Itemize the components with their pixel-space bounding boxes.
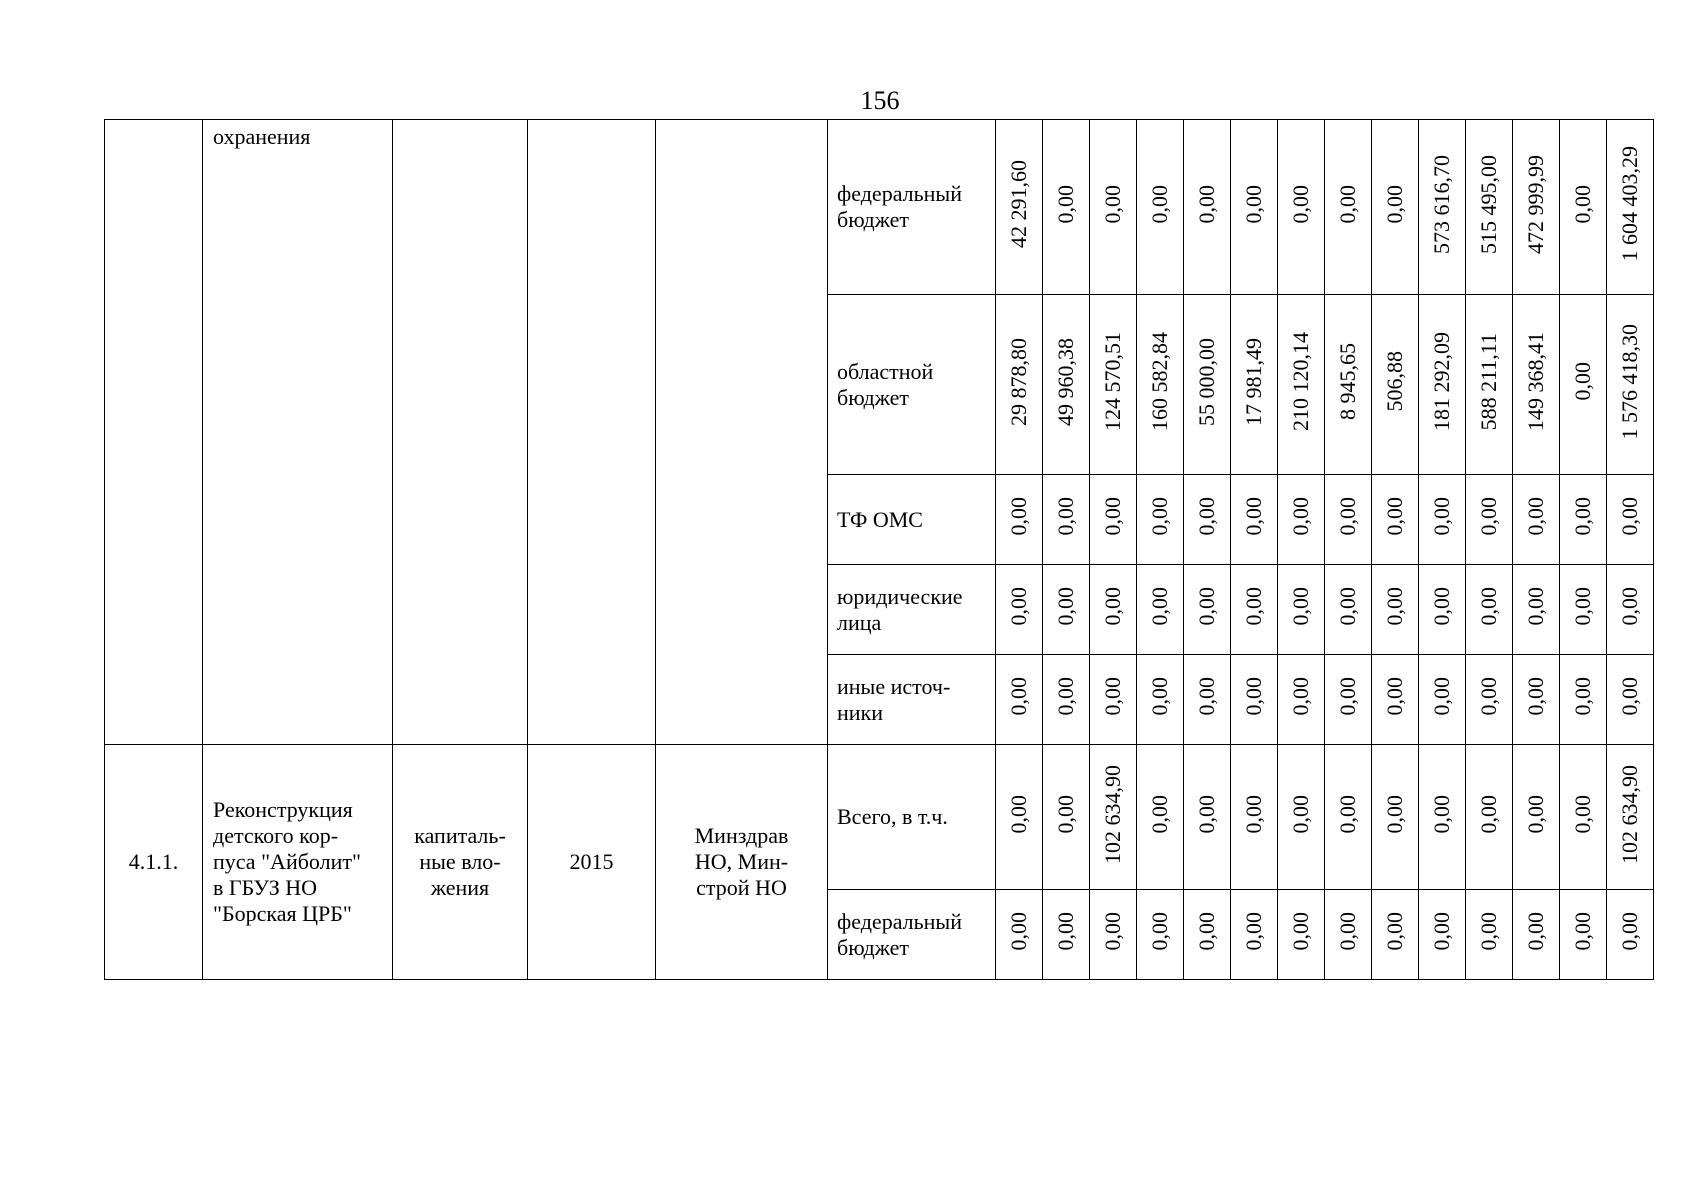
page-number: 156 xyxy=(860,86,900,115)
value-text: 0,00 xyxy=(1429,587,1454,626)
funding-source-line: лица xyxy=(837,609,882,635)
value-text: 0,00 xyxy=(1570,497,1595,536)
item-name-line: Реконструкция xyxy=(213,797,353,822)
value-cell xyxy=(1325,295,1372,475)
funding-source-line: бюджет xyxy=(837,207,909,232)
value-cell xyxy=(1184,745,1231,890)
item-number: 4.1.1. xyxy=(105,745,203,980)
funding-source-line: юридические xyxy=(837,583,963,609)
value-text: 0,00 xyxy=(1288,677,1313,716)
value-cell xyxy=(1419,565,1466,655)
value-cell xyxy=(1325,475,1372,565)
value-cell xyxy=(1607,745,1654,890)
value-cell xyxy=(996,120,1043,295)
value-cell xyxy=(1184,475,1231,565)
value-text: 0,00 xyxy=(1100,912,1125,951)
value-text: 0,00 xyxy=(1053,184,1078,224)
table-row xyxy=(105,745,1654,890)
value-cell xyxy=(1466,655,1513,745)
value-text: 0,00 xyxy=(1241,794,1266,834)
value-cell xyxy=(1278,475,1325,565)
value-text: 0,00 xyxy=(1429,677,1454,716)
value-text: 49 960,38 xyxy=(1053,337,1078,426)
value-text: 0,00 xyxy=(1194,184,1219,224)
value-text: 0,00 xyxy=(1570,362,1595,401)
value-cell xyxy=(1137,295,1184,475)
value-text: 0,00 xyxy=(1382,587,1407,626)
program-name-tail: охранения xyxy=(213,124,311,149)
value-text: 1 604 403,29 xyxy=(1617,146,1642,262)
value-text: 0,00 xyxy=(1476,912,1501,951)
value-text: 0,00 xyxy=(1100,587,1125,626)
value-cell xyxy=(1466,475,1513,565)
value-text: 0,00 xyxy=(1100,677,1125,716)
value-cell xyxy=(1560,295,1607,475)
value-text: 0,00 xyxy=(1382,677,1407,716)
value-text: 515 495,00 xyxy=(1476,154,1501,254)
value-text: 42 291,60 xyxy=(1006,160,1031,248)
value-cell xyxy=(1513,475,1560,565)
value-text: 0,00 xyxy=(1523,912,1548,951)
item-number-cell-empty xyxy=(105,120,203,745)
value-cell xyxy=(1372,745,1419,890)
value-text: 0,00 xyxy=(1523,677,1548,716)
value-cell xyxy=(1278,745,1325,890)
value-text: 0,00 xyxy=(1194,677,1219,716)
funding-source xyxy=(828,745,996,890)
value-cell xyxy=(1513,890,1560,980)
value-cell xyxy=(1372,890,1419,980)
value-text: 0,00 xyxy=(1335,587,1360,626)
value-text: 0,00 xyxy=(1570,587,1595,626)
value-cell xyxy=(996,295,1043,475)
value-text: 0,00 xyxy=(1147,497,1172,536)
value-text: 0,00 xyxy=(1194,794,1219,834)
value-text: 0,00 xyxy=(1288,912,1313,951)
value-cell xyxy=(1419,745,1466,890)
value-cell xyxy=(1231,565,1278,655)
value-cell xyxy=(1466,120,1513,295)
value-cell xyxy=(1560,745,1607,890)
value-cell xyxy=(1513,120,1560,295)
value-cell xyxy=(1043,890,1090,980)
value-cell xyxy=(1090,565,1137,655)
value-cell xyxy=(1184,295,1231,475)
value-text: 0,00 xyxy=(1006,587,1031,626)
item-executor-line: Минздрав xyxy=(694,823,789,848)
value-cell xyxy=(1231,475,1278,565)
value-cell xyxy=(1278,120,1325,295)
value-text: 0,00 xyxy=(1335,794,1360,834)
value-text: 0,00 xyxy=(1335,912,1360,951)
value-cell xyxy=(996,745,1043,890)
value-text: 102 634,90 xyxy=(1617,764,1642,864)
value-cell xyxy=(1607,890,1654,980)
funding-source xyxy=(828,120,996,295)
value-text: 0,00 xyxy=(1241,184,1266,224)
value-text: 0,00 xyxy=(1335,677,1360,716)
value-text: 0,00 xyxy=(1100,497,1125,536)
value-cell xyxy=(1043,565,1090,655)
value-cell xyxy=(996,890,1043,980)
value-cell xyxy=(1043,475,1090,565)
value-text: 102 634,90 xyxy=(1100,764,1125,864)
value-cell xyxy=(1325,655,1372,745)
value-text: 573 616,70 xyxy=(1429,154,1454,254)
value-cell xyxy=(1137,475,1184,565)
value-text: 0,00 xyxy=(1241,677,1266,716)
program-name-cell xyxy=(203,120,393,745)
value-cell xyxy=(1325,890,1372,980)
value-text: 29 878,80 xyxy=(1006,337,1031,426)
value-cell xyxy=(1607,655,1654,745)
value-text: 0,00 xyxy=(1382,912,1407,951)
value-text: 0,00 xyxy=(1053,794,1078,834)
value-text: 0,00 xyxy=(1100,184,1125,224)
funding-source xyxy=(828,565,996,655)
value-text: 8 945,65 xyxy=(1335,343,1360,420)
type-cell-empty xyxy=(393,120,528,745)
value-cell xyxy=(1419,295,1466,475)
value-text: 17 981,49 xyxy=(1241,337,1266,426)
value-text: 0,00 xyxy=(1617,587,1642,626)
value-cell xyxy=(1184,655,1231,745)
value-cell xyxy=(1231,295,1278,475)
value-cell xyxy=(1419,475,1466,565)
value-cell xyxy=(1372,565,1419,655)
value-cell xyxy=(1231,890,1278,980)
value-cell xyxy=(1466,890,1513,980)
item-executor-line: строй НО xyxy=(696,875,787,900)
value-cell xyxy=(1090,120,1137,295)
value-text: 0,00 xyxy=(1429,912,1454,951)
value-text: 0,00 xyxy=(1288,497,1313,536)
funding-source-line: федеральный xyxy=(837,181,962,206)
value-text: 0,00 xyxy=(1476,677,1501,716)
value-cell xyxy=(1560,655,1607,745)
value-text: 0,00 xyxy=(1006,794,1031,834)
value-cell xyxy=(1090,890,1137,980)
value-text: 0,00 xyxy=(1429,794,1454,834)
value-cell xyxy=(1090,745,1137,890)
table-row xyxy=(105,120,1654,295)
value-text: 0,00 xyxy=(1382,497,1407,536)
value-text: 0,00 xyxy=(1053,587,1078,626)
value-cell xyxy=(1231,745,1278,890)
value-cell xyxy=(1466,565,1513,655)
value-cell xyxy=(1184,565,1231,655)
value-cell xyxy=(1607,295,1654,475)
value-cell xyxy=(1231,655,1278,745)
value-cell xyxy=(1090,475,1137,565)
value-cell xyxy=(1372,655,1419,745)
value-text: 0,00 xyxy=(1241,912,1266,951)
value-text: 0,00 xyxy=(1006,912,1031,951)
value-text: 0,00 xyxy=(1617,497,1642,536)
value-text: 588 211,11 xyxy=(1476,332,1501,431)
value-cell xyxy=(1184,120,1231,295)
item-name xyxy=(203,745,393,980)
item-executor xyxy=(656,745,828,980)
value-text: 0,00 xyxy=(1382,184,1407,224)
value-text: 0,00 xyxy=(1570,677,1595,716)
value-text: 506,88 xyxy=(1382,351,1407,412)
value-text: 0,00 xyxy=(1053,497,1078,536)
value-cell xyxy=(1372,120,1419,295)
value-cell xyxy=(1325,745,1372,890)
funding-source-line: бюджет xyxy=(837,384,909,410)
value-text: 0,00 xyxy=(1006,497,1031,536)
value-text: 0,00 xyxy=(1288,184,1313,224)
year-cell-empty xyxy=(528,120,656,745)
value-cell xyxy=(1607,475,1654,565)
value-cell xyxy=(1278,565,1325,655)
item-year: 2015 xyxy=(528,745,656,980)
value-text: 0,00 xyxy=(1241,497,1266,536)
value-cell xyxy=(996,565,1043,655)
item-type xyxy=(393,745,528,980)
value-cell xyxy=(996,655,1043,745)
value-cell xyxy=(1560,120,1607,295)
value-cell xyxy=(1372,475,1419,565)
value-text: 0,00 xyxy=(1476,794,1501,834)
value-text: 0,00 xyxy=(1570,184,1595,224)
value-text: 0,00 xyxy=(1241,587,1266,626)
value-cell xyxy=(1043,295,1090,475)
value-cell xyxy=(1560,565,1607,655)
value-text: 55 000,00 xyxy=(1194,337,1219,426)
value-text: 0,00 xyxy=(1382,794,1407,834)
item-name-line: "Борская ЦРБ" xyxy=(213,901,352,926)
value-cell xyxy=(1513,655,1560,745)
value-text: 1 576 418,30 xyxy=(1617,323,1642,440)
value-cell xyxy=(1607,565,1654,655)
value-cell xyxy=(1043,655,1090,745)
funding-source-line: ТФ ОМС xyxy=(837,506,923,532)
value-text: 0,00 xyxy=(1523,497,1548,536)
value-text: 0,00 xyxy=(1617,912,1642,951)
funding-source xyxy=(828,295,996,475)
value-text: 0,00 xyxy=(1335,184,1360,224)
item-type-line: жения xyxy=(430,875,490,900)
funding-source xyxy=(828,890,996,980)
value-text: 0,00 xyxy=(1147,587,1172,626)
value-cell xyxy=(1137,745,1184,890)
item-name-line: детского кор- xyxy=(213,823,339,848)
item-type-line: ные вло- xyxy=(419,849,501,874)
value-text: 0,00 xyxy=(1335,497,1360,536)
value-text: 0,00 xyxy=(1006,677,1031,716)
value-text: 0,00 xyxy=(1288,794,1313,834)
value-cell xyxy=(1607,120,1654,295)
value-text: 472 999,99 xyxy=(1523,154,1548,254)
value-cell xyxy=(1325,565,1372,655)
value-text: 0,00 xyxy=(1194,497,1219,536)
value-text: 0,00 xyxy=(1429,497,1454,536)
value-text: 0,00 xyxy=(1570,912,1595,951)
value-cell xyxy=(1466,295,1513,475)
value-cell xyxy=(1419,890,1466,980)
value-cell xyxy=(1137,120,1184,295)
budget-table xyxy=(104,119,1654,980)
value-text: 0,00 xyxy=(1194,587,1219,626)
value-text: 0,00 xyxy=(1476,497,1501,536)
funding-source-line: ники xyxy=(837,699,884,725)
item-name-line: пуса "Айболит" xyxy=(213,849,361,874)
value-text: 124 570,51 xyxy=(1100,332,1125,431)
value-cell xyxy=(1560,475,1607,565)
value-cell xyxy=(1278,295,1325,475)
value-text: 160 582,84 xyxy=(1147,332,1172,431)
value-text: 0,00 xyxy=(1147,912,1172,951)
value-text: 0,00 xyxy=(1476,587,1501,626)
value-text: 181 292,09 xyxy=(1429,332,1454,431)
value-text: 0,00 xyxy=(1053,677,1078,716)
value-cell xyxy=(1325,120,1372,295)
value-text: 0,00 xyxy=(1147,184,1172,224)
value-cell xyxy=(1231,120,1278,295)
executor-cell-empty xyxy=(656,120,828,745)
value-cell xyxy=(1137,890,1184,980)
value-cell xyxy=(1090,295,1137,475)
value-cell xyxy=(1513,295,1560,475)
value-cell xyxy=(1560,890,1607,980)
value-text: 0,00 xyxy=(1617,677,1642,716)
funding-source-line: федеральный xyxy=(837,908,962,934)
value-cell xyxy=(1043,120,1090,295)
value-cell xyxy=(996,475,1043,565)
value-text: 0,00 xyxy=(1288,587,1313,626)
value-cell xyxy=(1043,745,1090,890)
value-cell xyxy=(1419,655,1466,745)
funding-source-line: областной xyxy=(837,358,934,384)
table-body xyxy=(105,120,1654,980)
funding-source-line: бюджет xyxy=(837,934,909,960)
value-text: 0,00 xyxy=(1147,677,1172,716)
value-cell xyxy=(1372,295,1419,475)
value-text: 0,00 xyxy=(1147,794,1172,834)
value-text: 0,00 xyxy=(1570,794,1595,834)
value-cell xyxy=(1137,565,1184,655)
funding-source-line: иные источ- xyxy=(837,673,951,699)
funding-source xyxy=(828,655,996,745)
value-cell xyxy=(1090,655,1137,745)
value-cell xyxy=(1419,120,1466,295)
funding-source xyxy=(828,475,996,565)
value-cell xyxy=(1513,745,1560,890)
value-cell xyxy=(1137,655,1184,745)
value-text: 0,00 xyxy=(1523,794,1548,834)
value-text: 0,00 xyxy=(1523,587,1548,626)
item-executor-line: НО, Мин- xyxy=(694,849,789,874)
value-cell xyxy=(1466,745,1513,890)
value-cell xyxy=(1184,890,1231,980)
funding-source-line: Всего, в т.ч. xyxy=(837,804,948,829)
item-type-line: капиталь- xyxy=(414,823,506,848)
value-text: 0,00 xyxy=(1194,912,1219,951)
value-text: 210 120,14 xyxy=(1288,332,1313,431)
value-cell xyxy=(1513,565,1560,655)
value-cell xyxy=(1278,890,1325,980)
item-name-line: в ГБУЗ НО xyxy=(213,875,318,900)
value-text: 0,00 xyxy=(1053,912,1078,951)
value-cell xyxy=(1278,655,1325,745)
value-text: 149 368,41 xyxy=(1523,332,1548,431)
